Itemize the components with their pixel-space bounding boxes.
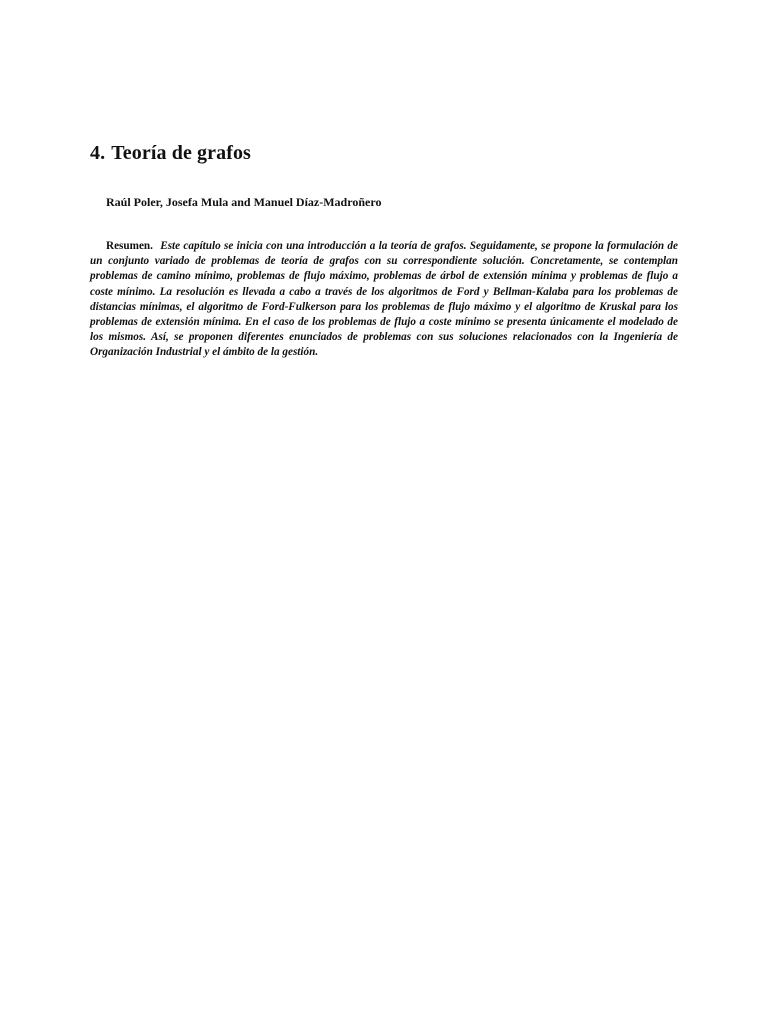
abstract-paragraph [90, 239, 678, 361]
author-list: Raúl Poler, Josefa Mula and Manuel Díaz-Madroñero [106, 195, 382, 209]
chapter-title [90, 142, 251, 165]
abstract-text: Este capítulo se inicia con una introducción a la teoría de grafos. Seguidamente, se propone la formulación de un conjunto variado de problemas de teoría de grafos con su correspondiente solución. Concretamente, se contemplan problemas de camino mínimo, problemas de flujo máximo, problemas de árbol de extensión mínima y problemas de flujo a coste mínimo. La resolución es llevada a cabo a través de los algoritmos de Ford y Bellman-Kalaba para los problemas de distancias mínimas, el algoritmo de Ford-Fulkerson para los problemas de flujo máximo y el algoritmo de Kruskal para los problemas de extensión mínima. En el caso de los problemas de flujo a coste mínimo se presenta únicamente el modelado de los mismos. Así, se proponen diferentes enunciados de problemas con sus soluciones relacionados con la Ingeniería de Organización Industrial y el ámbito de la gestión. [90, 240, 678, 359]
chapter-title-text: Teoría de grafos [111, 142, 251, 164]
abstract-label: Resumen. [106, 240, 153, 252]
chapter-number: 4. [90, 142, 106, 164]
